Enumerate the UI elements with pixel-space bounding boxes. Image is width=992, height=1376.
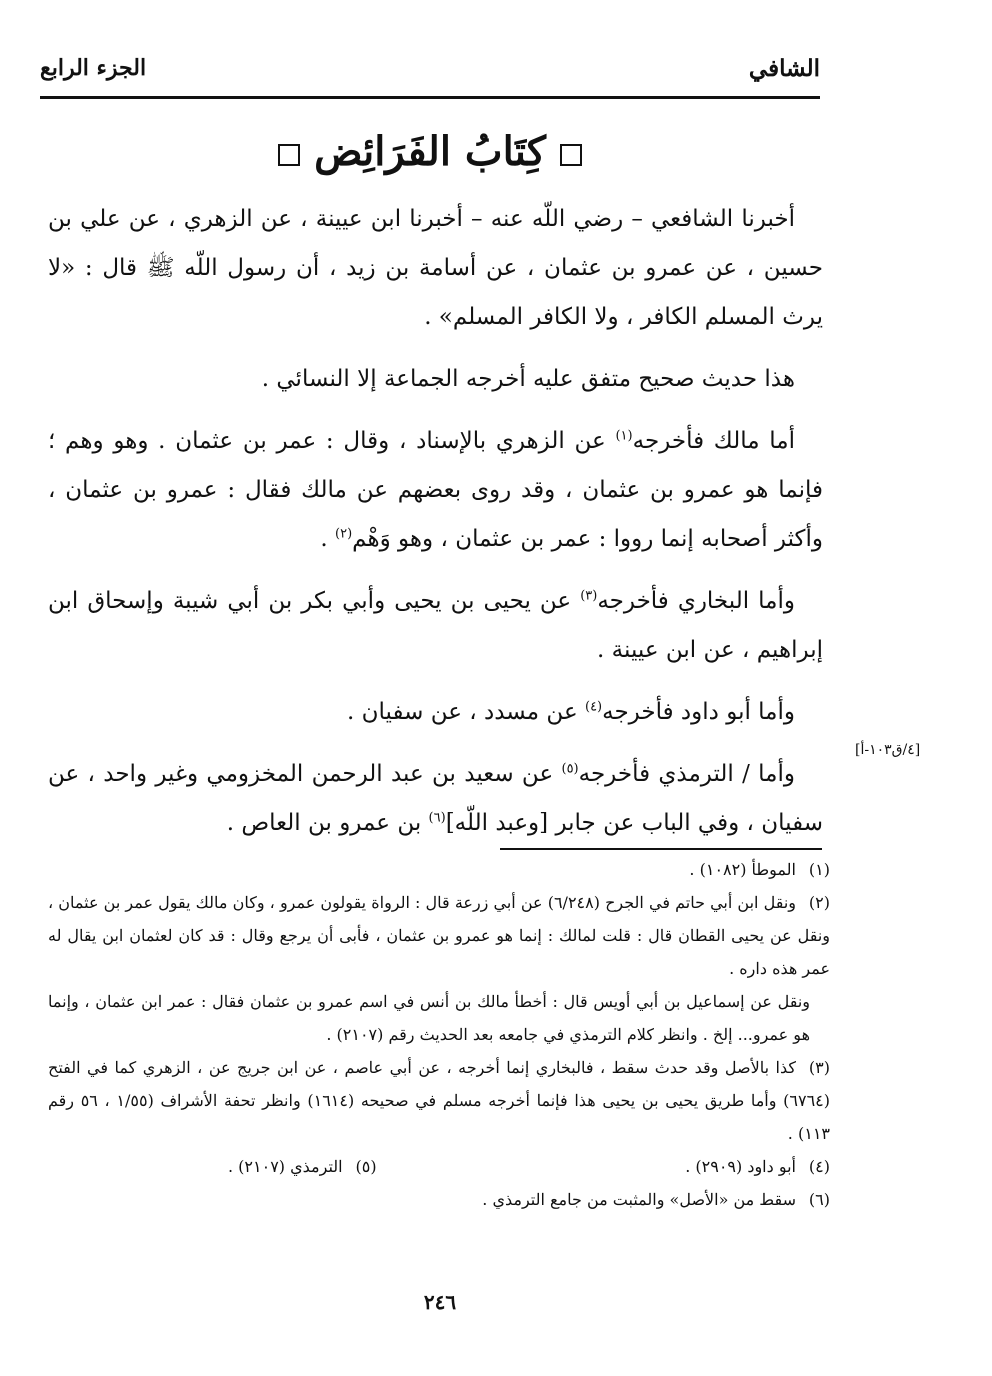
footnote: (٥)الترمذي (٢١٠٧) .: [228, 1157, 377, 1176]
paragraph: هذا حديث صحيح متفق عليه أخرجه الجماعة إلا النسائي .: [261, 366, 795, 392]
header-volume: الجزء الرابع: [40, 55, 147, 81]
chapter-title-text: كِتَابُ الفَرَائِض: [314, 128, 546, 175]
footnote-ref: (٢): [335, 526, 353, 542]
page-number: ٢٤٦: [423, 1290, 457, 1314]
footnote-row: [48, 1150, 830, 1183]
square-ornament-icon: [560, 144, 582, 166]
footnote-ref: (٤): [584, 699, 603, 715]
chapter-title: [40, 122, 820, 182]
footnote: (١)الموطأ (١٠٨٢) .: [689, 860, 830, 879]
paragraph: أما مالك فأخرجه$^{(١)}$ عن الزهري بالإسناد ، وقال : عمر بن عثمان . وهو وهم ؛ فإنما هو عمرو بن عثمان ، وقد روى بعضهم عن مالك فقال : عمرو بن عثمان ، وأكثر أصحابه إنما رووا : عمر بن عثمان ، وهو وَهْم$^{(٢)}$ .: [48, 428, 823, 552]
footnote: (٣)كذا بالأصل وقد حدث سقط ، فالبخاري إنما أخرجه ، عن أبي عاصم ، عن ابن جريج عن ، الزهري كما في الفتح (٦٧٦٤) وأما طريق يحيى بن يحيى هذا فإنما أخرجه مسلم في صحيحه (١٦١٤) وانظر تحفة الأشراف (١/٥٥ ، ٥٦ رقم ١١٣) .: [48, 1058, 831, 1143]
main-text: [48, 195, 823, 861]
footnote: (٤)أبو داود (٢٩٠٩) .: [685, 1157, 830, 1176]
paragraph: وأما أبو داود فأخرجه$^{(٤)}$ عن مسدد ، عن سفيان .: [347, 699, 795, 725]
paragraph: وأما البخاري فأخرجه$^{(٣)}$ عن يحيى بن يحيى وأبي بكر بن أبي شيبة وإسحاق ابن إبراهيم ، عن ابن عيينة .: [48, 588, 823, 663]
footnote-ref: (٥): [561, 761, 579, 777]
footnote-separator: [500, 848, 822, 850]
square-ornament-icon: [278, 144, 300, 166]
footnote-ref: (٦): [428, 810, 446, 826]
footnote-ref: (٣): [580, 588, 598, 604]
footnote-ref: (١): [615, 428, 633, 444]
running-header: [40, 55, 820, 95]
footnote-continuation: ونقل عن إسماعيل بن أبي أويس قال : أخطأ مالك بن أنس في اسم عمرو بن عثمان فقال : عمر ابن عثمان ، وإنما هو عمرو... إلخ . وانظر كلام الترمذي في جامعه بعد الحديث رقم (٢١٠٧) .: [48, 992, 810, 1044]
footnote: (٦)سقط من «الأصل» والمثبت من جامع الترمذي .: [482, 1190, 830, 1209]
footnote: (٢)ونقل ابن أبي حاتم في الجرح (٦/٢٤٨) عن أبي زرعة قال : الرواة يقولون عمرو ، وكان مالك يقول عمر بن عثمان ، ونقل عن يحيى القطان قال : قلت لمالك : إنما هو عمرو بن عثمان ، فأبى أن يرجع وقال : قد كان لعثمان ابن يقال له عمر هذه داره .: [48, 893, 831, 978]
header-book-title: الشافي: [748, 55, 820, 82]
paragraph: وأما / الترمذي فأخرجه$^{(٥)}$ عن سعيد بن عبد الرحمن المخزومي وغير واحد ، عن سفيان ، وفي الباب عن جابر [وعبد اللّه]$^{(٦)}$ بن عمرو بن العاص .: [48, 761, 823, 836]
header-rule: [40, 96, 820, 99]
footnotes: [48, 853, 830, 1216]
paragraph: أخبرنا الشافعي – رضي اللّه عنه – أخبرنا ابن عيينة ، عن الزهري ، عن علي بن حسين ، عن عمرو بن عثمان ، عن أسامة بن زيد ، أن رسول اللّه ﷺ قال : «لا يرث المسلم الكافر ، ولا الكافر المسلم» .: [48, 206, 823, 330]
manuscript-folio-note: [٤/ق١٠٣-أ]: [855, 742, 921, 758]
